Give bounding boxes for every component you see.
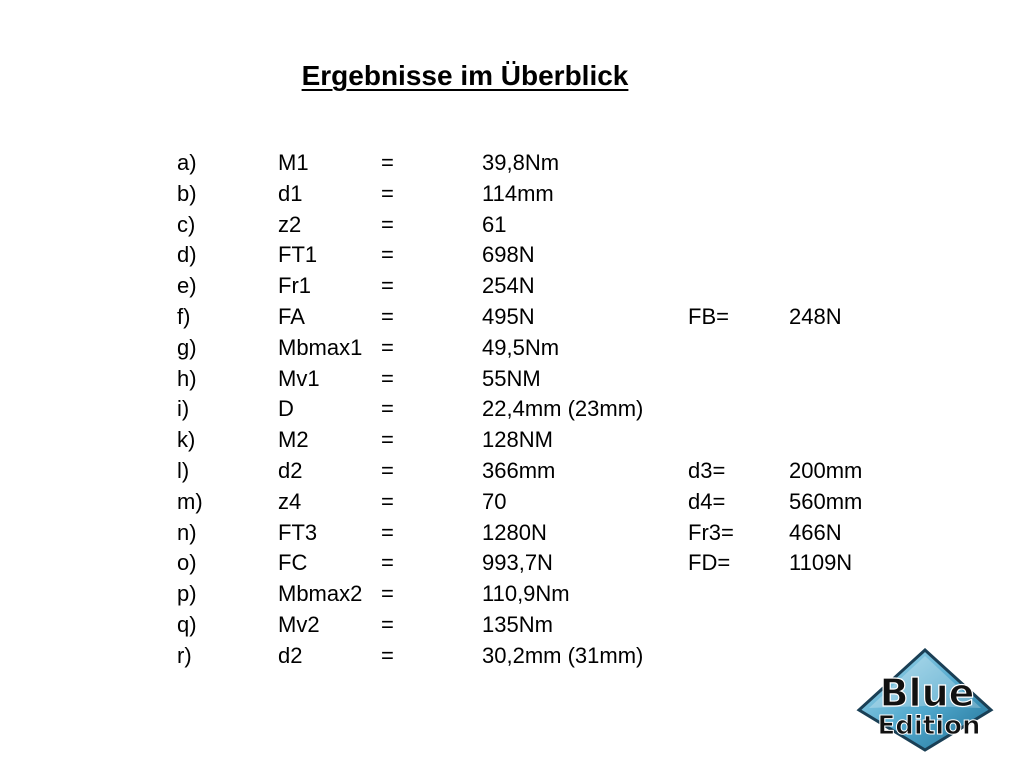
row-extra-value xyxy=(789,271,889,302)
row-letter: o) xyxy=(177,550,197,576)
row-extra-value xyxy=(789,148,889,179)
row-letter: n) xyxy=(177,519,197,545)
row-value: 993,7N xyxy=(482,550,553,576)
row-equals: = xyxy=(381,611,394,637)
row-symbol: Mv1 xyxy=(278,365,320,391)
logo-word-edition: Edition xyxy=(877,711,981,741)
row-value: 254N xyxy=(482,273,535,299)
row-extra-label xyxy=(688,271,789,302)
row-symbol: FT3 xyxy=(278,519,318,545)
result-row xyxy=(177,271,889,302)
row-equals: = xyxy=(381,550,394,576)
results-table xyxy=(177,148,889,672)
row-letter: a) xyxy=(177,150,197,175)
row-extra-label xyxy=(688,240,789,271)
result-row xyxy=(177,333,889,364)
row-equals: = xyxy=(381,211,394,237)
row-extra-label xyxy=(688,210,789,241)
row-equals: = xyxy=(381,396,394,422)
row-letter: c) xyxy=(177,211,196,237)
row-symbol: Mbmax2 xyxy=(278,581,363,607)
row-value: 110,9Nm xyxy=(482,581,570,607)
row-symbol: z4 xyxy=(278,488,302,514)
row-value: 114mm xyxy=(482,180,554,206)
row-letter: r) xyxy=(177,642,192,668)
row-value: 366mm xyxy=(482,457,556,483)
row-extra-value: 466N xyxy=(789,519,842,545)
row-equals: = xyxy=(381,427,394,453)
row-letter: m) xyxy=(177,488,203,514)
row-symbol: d2 xyxy=(278,457,303,483)
result-row xyxy=(177,179,889,210)
result-row xyxy=(177,425,889,456)
row-extra-label xyxy=(688,364,789,395)
result-row xyxy=(177,579,889,610)
row-extra-label xyxy=(688,579,789,610)
row-equals: = xyxy=(381,519,394,545)
row-equals: = xyxy=(381,642,394,668)
row-extra-label xyxy=(688,425,789,456)
row-extra-label xyxy=(688,179,789,210)
row-symbol: d1 xyxy=(278,180,303,206)
row-extra-value xyxy=(789,210,889,241)
row-extra-value xyxy=(789,240,889,271)
row-letter: f) xyxy=(177,303,191,329)
row-extra-label: FD= xyxy=(688,550,731,576)
result-row xyxy=(177,487,889,518)
result-row xyxy=(177,641,889,672)
row-value: 698N xyxy=(482,242,535,268)
row-symbol: FA xyxy=(278,303,305,329)
row-value: 39,8Nm xyxy=(482,150,560,175)
blue-edition-logo xyxy=(855,648,995,752)
row-extra-value: 560mm xyxy=(789,488,863,514)
row-extra-label xyxy=(688,333,789,364)
row-symbol: z2 xyxy=(278,211,302,237)
row-value: 49,5Nm xyxy=(482,334,560,360)
row-value: 128NM xyxy=(482,427,553,453)
row-equals: = xyxy=(381,488,394,514)
row-equals: = xyxy=(381,150,394,175)
result-row xyxy=(177,302,889,333)
row-extra-label: d4= xyxy=(688,488,726,514)
result-row xyxy=(177,148,889,179)
row-extra-label xyxy=(688,148,789,179)
result-row xyxy=(177,364,889,395)
row-letter: h) xyxy=(177,365,197,391)
row-equals: = xyxy=(381,180,394,206)
row-extra-value xyxy=(789,179,889,210)
row-equals: = xyxy=(381,242,394,268)
row-letter: p) xyxy=(177,581,197,607)
row-symbol: Mbmax1 xyxy=(278,334,363,360)
row-symbol: FT1 xyxy=(278,242,318,268)
row-equals: = xyxy=(381,334,394,360)
row-symbol: Mv2 xyxy=(278,611,320,637)
row-symbol: M1 xyxy=(278,150,309,175)
row-extra-value: 1109N xyxy=(789,550,853,576)
row-value: 495N xyxy=(482,303,535,329)
row-equals: = xyxy=(381,303,394,329)
row-symbol: FC xyxy=(278,550,308,576)
row-equals: = xyxy=(381,273,394,299)
row-symbol: d2 xyxy=(278,642,303,668)
row-extra-value: 200mm xyxy=(789,457,863,483)
row-extra-label xyxy=(688,394,789,425)
row-extra-value xyxy=(789,394,889,425)
row-equals: = xyxy=(381,365,394,391)
row-extra-value xyxy=(789,333,889,364)
row-extra-label xyxy=(688,641,789,672)
row-extra-label xyxy=(688,610,789,641)
result-row xyxy=(177,210,889,241)
row-equals: = xyxy=(381,581,394,607)
row-letter: l) xyxy=(177,457,190,483)
result-row xyxy=(177,394,889,425)
row-letter: i) xyxy=(177,396,190,422)
row-value: 22,4mm (23mm) xyxy=(482,396,644,422)
row-letter: d) xyxy=(177,242,197,268)
row-symbol: D xyxy=(278,396,294,422)
row-extra-label: Fr3= xyxy=(688,519,734,545)
result-row xyxy=(177,240,889,271)
row-value: 135Nm xyxy=(482,611,553,637)
row-extra-label: d3= xyxy=(688,457,726,483)
logo-word-blue: Blue xyxy=(879,671,975,715)
row-letter: g) xyxy=(177,334,197,360)
row-symbol: M2 xyxy=(278,427,309,453)
row-extra-label: FB= xyxy=(688,303,729,329)
row-value: 1280N xyxy=(482,519,547,545)
row-symbol: Fr1 xyxy=(278,273,311,299)
result-row xyxy=(177,548,889,579)
result-row xyxy=(177,610,889,641)
row-extra-value xyxy=(789,610,889,641)
row-letter: k) xyxy=(177,427,196,453)
row-extra-value xyxy=(789,425,889,456)
result-row xyxy=(177,518,889,549)
row-extra-value xyxy=(789,579,889,610)
row-value: 30,2mm (31mm) xyxy=(482,642,644,668)
row-value: 61 xyxy=(482,211,507,237)
row-extra-value xyxy=(789,364,889,395)
row-value: 55NM xyxy=(482,365,541,391)
row-letter: e) xyxy=(177,273,197,299)
row-value: 70 xyxy=(482,488,507,514)
results-table-body xyxy=(177,148,889,672)
row-equals: = xyxy=(381,457,394,483)
row-extra-value: 248N xyxy=(789,303,842,329)
row-letter: q) xyxy=(177,611,197,637)
page-title: Ergebnisse im Überblick xyxy=(301,60,629,91)
row-letter: b) xyxy=(177,180,197,206)
result-row xyxy=(177,456,889,487)
